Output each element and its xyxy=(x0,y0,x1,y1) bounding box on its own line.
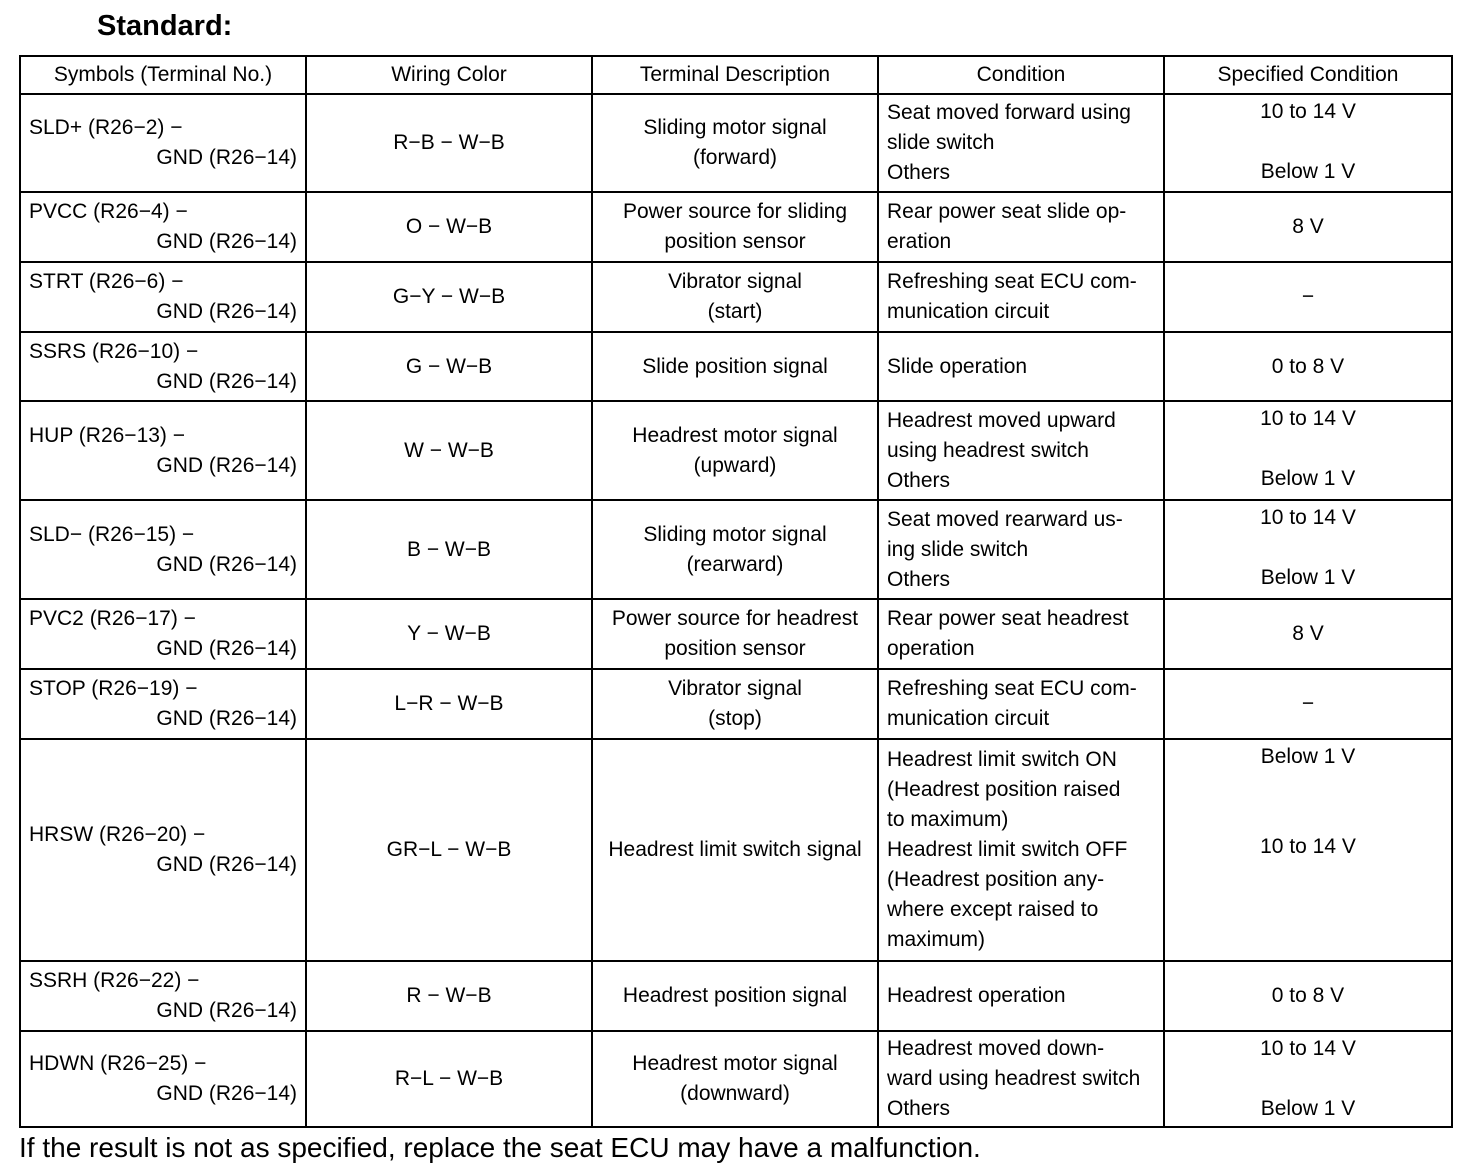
cell-terminal-description xyxy=(592,500,878,599)
condition-line: to maximum) xyxy=(887,808,1009,831)
spec-value: Below 1 V xyxy=(1260,745,1356,768)
description-line: (start) xyxy=(707,300,763,323)
spec-value: 0 to 8 V xyxy=(1271,354,1345,378)
cell-condition xyxy=(878,500,1164,599)
ground-terminal: GND (R26−14) xyxy=(156,707,297,730)
cell-terminal-description xyxy=(592,669,878,739)
cell-condition xyxy=(878,94,1164,192)
ground-terminal: GND (R26−14) xyxy=(156,552,297,576)
table-row xyxy=(20,599,1452,669)
ground-terminal: GND (R26−14) xyxy=(156,369,297,393)
footer-note: If the result is not as specified, replace the seat ECU may have a malfunction. xyxy=(19,1132,981,1163)
cell-specified-condition xyxy=(1164,669,1452,739)
description-line: Slide position signal xyxy=(642,354,828,378)
ground-terminal: GND (R26−14) xyxy=(156,1082,297,1105)
condition-line: using headrest switch xyxy=(887,438,1089,462)
table-body xyxy=(20,94,1452,1127)
spec-value: Below 1 V xyxy=(1260,1097,1356,1120)
condition-line: Seat moved forward using xyxy=(887,101,1131,124)
condition-line: (Headrest position raised xyxy=(887,778,1121,801)
cell-symbol xyxy=(20,192,306,262)
cell-specified-condition xyxy=(1164,401,1452,500)
ground-terminal: GND (R26−14) xyxy=(156,230,297,253)
description-line: position sensor xyxy=(664,637,806,660)
condition-line: maximum) xyxy=(887,928,985,951)
description-line: (upward) xyxy=(693,453,777,477)
table-row xyxy=(20,262,1452,332)
cell-wiring-color: R − W−B xyxy=(306,961,592,1031)
condition-line: Rear power seat slide op- xyxy=(887,200,1127,223)
cell-symbol xyxy=(20,500,306,599)
description-line: (downward) xyxy=(680,1082,790,1105)
terminal-symbol: HUP (R26−13) − xyxy=(29,423,186,447)
cell-specified-condition xyxy=(1164,332,1452,401)
terminal-symbol: STRT (R26−6) − xyxy=(29,270,184,293)
description-line: (rearward) xyxy=(686,552,784,576)
cell-wiring-color: O − W−B xyxy=(306,192,592,262)
cell-wiring-color: R−B − W−B xyxy=(306,94,592,192)
cell-terminal-description xyxy=(592,332,878,401)
condition-line: Refreshing seat ECU com- xyxy=(887,677,1137,700)
condition-line: operation xyxy=(887,637,975,660)
spec-spacer xyxy=(1173,127,1443,157)
table-row xyxy=(20,961,1452,1031)
condition-line: Others xyxy=(887,567,951,591)
table-row xyxy=(20,332,1452,401)
spec-value: 10 to 14 V xyxy=(1260,835,1356,858)
spec-value: − xyxy=(1301,285,1315,308)
cell-condition xyxy=(878,262,1164,332)
description-line: Vibrator signal xyxy=(668,677,802,700)
cell-wiring-color: W − W−B xyxy=(306,401,592,500)
spec-spacer xyxy=(1173,1064,1443,1094)
cell-wiring-color: G−Y − W−B xyxy=(306,262,592,332)
condition-line: Others xyxy=(887,1097,951,1120)
cell-condition xyxy=(878,1031,1164,1127)
spec-value: 10 to 14 V xyxy=(1260,100,1356,123)
description-line: Headrest limit switch signal xyxy=(608,838,862,861)
spec-value: 10 to 14 V xyxy=(1260,407,1356,430)
condition-line: Others xyxy=(887,161,951,184)
spec-value: − xyxy=(1301,692,1315,715)
table-row xyxy=(20,94,1452,192)
table-header-row xyxy=(20,56,1452,94)
cell-condition xyxy=(878,961,1164,1031)
spec-spacer xyxy=(1173,772,1443,802)
cell-specified-condition xyxy=(1164,739,1452,961)
cell-specified-condition xyxy=(1164,500,1452,599)
cell-specified-condition xyxy=(1164,262,1452,332)
condition-line: Headrest moved upward xyxy=(887,408,1116,432)
condition-line: Others xyxy=(887,468,951,492)
cell-terminal-description xyxy=(592,1031,878,1127)
cell-symbol xyxy=(20,599,306,669)
description-line: Headrest motor signal xyxy=(632,1052,838,1075)
description-line: Headrest motor signal xyxy=(632,423,838,447)
header-specified-condition: Specified Condition xyxy=(1164,56,1452,94)
cell-specified-condition xyxy=(1164,1031,1452,1127)
condition-line: ward using headrest switch xyxy=(887,1067,1141,1090)
cell-specified-condition xyxy=(1164,599,1452,669)
cell-symbol xyxy=(20,1031,306,1127)
table-row xyxy=(20,500,1452,599)
terminal-spec-table xyxy=(19,55,1453,1128)
condition-line: Headrest limit switch ON xyxy=(887,748,1117,771)
spec-value: 0 to 8 V xyxy=(1271,984,1345,1007)
cell-symbol xyxy=(20,332,306,401)
spec-spacer xyxy=(1173,802,1443,832)
cell-condition xyxy=(878,192,1164,262)
header-terminal-description: Terminal Description xyxy=(592,56,878,94)
terminal-symbol: STOP (R26−19) − xyxy=(29,677,198,700)
condition-line: Headrest moved down- xyxy=(887,1037,1105,1060)
spec-spacer xyxy=(1173,434,1443,464)
spec-value: Below 1 V xyxy=(1260,160,1356,183)
description-line: position sensor xyxy=(664,230,806,253)
description-line: Power source for headrest xyxy=(611,607,859,630)
description-line: Headrest position signal xyxy=(622,984,848,1007)
ground-terminal: GND (R26−14) xyxy=(156,300,297,323)
terminal-symbol: HRSW (R26−20) − xyxy=(29,823,206,846)
terminal-symbol: SLD− (R26−15) − xyxy=(29,522,195,546)
description-line: (stop) xyxy=(708,707,762,730)
cell-terminal-description xyxy=(592,961,878,1031)
cell-condition xyxy=(878,739,1164,961)
spec-value: 10 to 14 V xyxy=(1260,1037,1356,1060)
spec-value: 8 V xyxy=(1292,622,1324,645)
condition-line: (Headrest position any- xyxy=(887,868,1105,891)
condition-line: eration xyxy=(887,230,952,253)
condition-line: Rear power seat headrest xyxy=(887,607,1129,630)
ground-terminal: GND (R26−14) xyxy=(156,146,297,169)
condition-line: Headrest operation xyxy=(887,984,1066,1007)
terminal-symbol: SSRH (R26−22) − xyxy=(29,969,200,992)
cell-specified-condition xyxy=(1164,192,1452,262)
cell-wiring-color: B − W−B xyxy=(306,500,592,599)
ground-terminal: GND (R26−14) xyxy=(156,999,297,1022)
spec-value: 8 V xyxy=(1292,215,1324,238)
table-row xyxy=(20,1031,1452,1127)
cell-symbol xyxy=(20,739,306,961)
description-line: Sliding motor signal xyxy=(643,116,827,139)
cell-terminal-description xyxy=(592,599,878,669)
cell-symbol xyxy=(20,961,306,1031)
cell-terminal-description xyxy=(592,192,878,262)
condition-line: munication circuit xyxy=(887,707,1050,730)
table-row xyxy=(20,192,1452,262)
cell-specified-condition xyxy=(1164,94,1452,192)
condition-line: slide switch xyxy=(887,131,995,154)
terminal-symbol: HDWN (R26−25) − xyxy=(29,1052,207,1075)
cell-symbol xyxy=(20,262,306,332)
spec-value: Below 1 V xyxy=(1260,467,1356,490)
cell-terminal-description xyxy=(592,401,878,500)
cell-symbol xyxy=(20,669,306,739)
terminal-symbol: PVC2 (R26−17) − xyxy=(29,607,196,630)
cell-condition xyxy=(878,401,1164,500)
condition-line: Seat moved rearward us- xyxy=(887,507,1123,531)
terminal-symbol: SSRS (R26−10) − xyxy=(29,339,199,363)
description-line: Power source for sliding xyxy=(622,200,848,223)
spec-spacer xyxy=(1173,533,1443,563)
cell-specified-condition xyxy=(1164,961,1452,1031)
cell-symbol xyxy=(20,401,306,500)
cell-terminal-description xyxy=(592,262,878,332)
ground-terminal: GND (R26−14) xyxy=(156,637,297,660)
cell-condition xyxy=(878,599,1164,669)
cell-terminal-description xyxy=(592,94,878,192)
section-heading: Standard: xyxy=(97,10,233,42)
condition-line: munication circuit xyxy=(887,300,1050,323)
table-row xyxy=(20,739,1452,961)
ground-terminal: GND (R26−14) xyxy=(156,853,297,876)
cell-condition xyxy=(878,332,1164,401)
description-line: Vibrator signal xyxy=(668,270,802,293)
condition-line: Slide operation xyxy=(887,354,1028,378)
description-line: Sliding motor signal xyxy=(643,522,827,546)
condition-line: Headrest limit switch OFF xyxy=(887,838,1128,861)
description-line: (forward) xyxy=(692,146,777,169)
condition-line: ing slide switch xyxy=(887,537,1029,561)
cell-condition xyxy=(878,669,1164,739)
ground-terminal: GND (R26−14) xyxy=(156,453,297,477)
cell-symbol xyxy=(20,94,306,192)
header-symbols: Symbols (Terminal No.) xyxy=(20,56,306,94)
condition-line: Refreshing seat ECU com- xyxy=(887,270,1137,293)
cell-wiring-color: GR−L − W−B xyxy=(306,739,592,961)
cell-wiring-color: G − W−B xyxy=(306,332,592,401)
cell-wiring-color: R−L − W−B xyxy=(306,1031,592,1127)
spec-value: Below 1 V xyxy=(1260,566,1356,589)
terminal-symbol: SLD+ (R26−2) − xyxy=(29,116,183,139)
cell-wiring-color: Y − W−B xyxy=(306,599,592,669)
cell-wiring-color: L−R − W−B xyxy=(306,669,592,739)
cell-terminal-description xyxy=(592,739,878,961)
table-row xyxy=(20,669,1452,739)
spec-value: 10 to 14 V xyxy=(1260,506,1356,529)
table-row xyxy=(20,401,1452,500)
header-condition: Condition xyxy=(878,56,1164,94)
condition-line: where except raised to xyxy=(887,898,1099,921)
header-wiring-color: Wiring Color xyxy=(306,56,592,94)
terminal-symbol: PVCC (R26−4) − xyxy=(29,200,188,223)
